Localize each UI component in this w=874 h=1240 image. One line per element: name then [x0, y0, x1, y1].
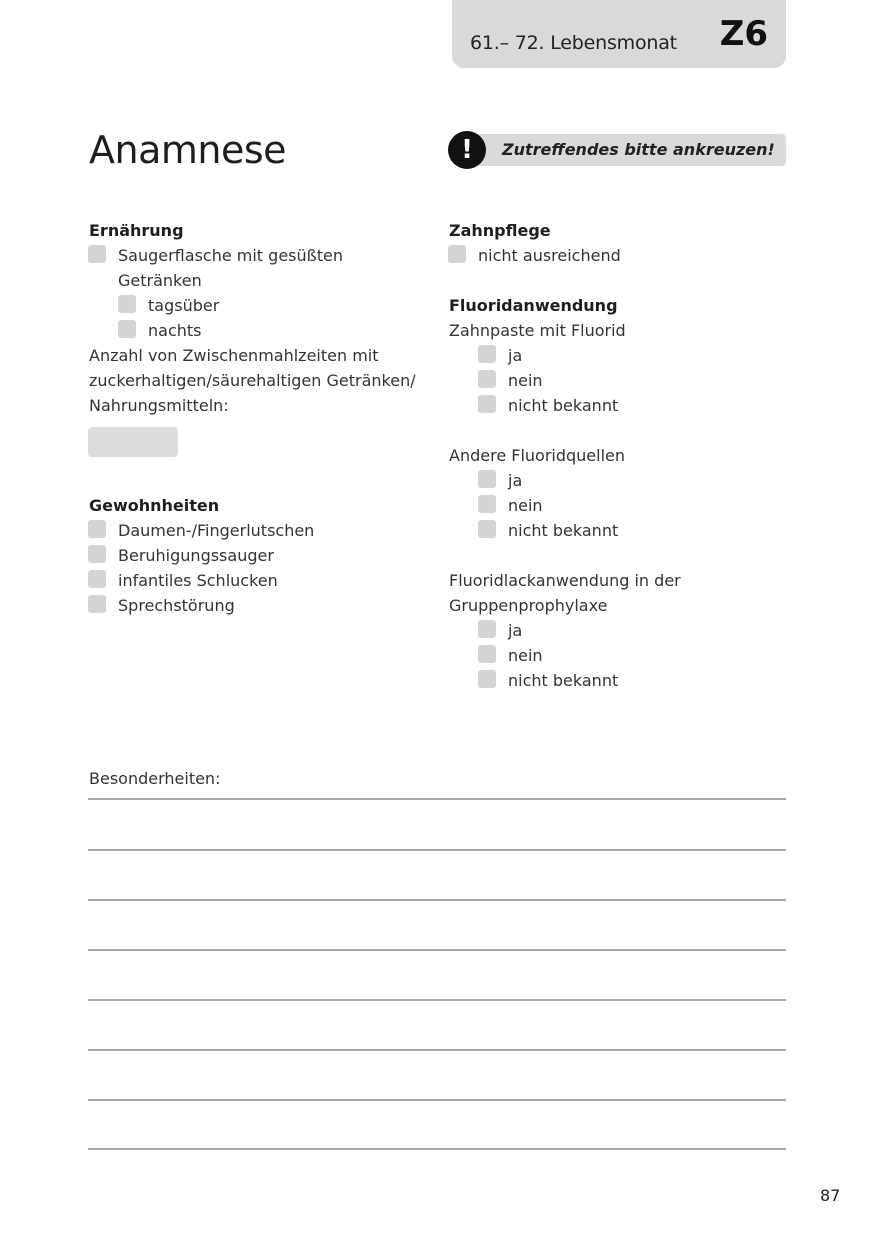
notes-label: Besonderheiten: [89, 769, 221, 788]
age-range-label: 61.– 72. Lebensmonat [470, 32, 677, 54]
checkbox-saugerflasche[interactable] [88, 245, 106, 263]
label-andere-nicht-bekannt: nicht bekannt [508, 521, 619, 540]
page-title: Anamnese [89, 128, 287, 172]
label-fluoridlack-1: Fluoridlackanwendung in der [449, 571, 681, 590]
label-andere-nein: nein [508, 496, 543, 515]
label-lack-nicht-bekannt: nicht bekannt [508, 671, 619, 690]
zwischenmahlzeiten-count-field[interactable] [88, 427, 178, 457]
label-zahnpaste-ja: ja [508, 346, 523, 365]
checkbox-beruhigungssauger[interactable] [88, 545, 106, 563]
label-anzahl-1: Anzahl von Zwischenmahlzeiten mit [89, 346, 379, 365]
label-zahnpaste-nicht-bekannt: nicht bekannt [508, 396, 619, 415]
label-andere-fluoridquellen: Andere Fluoridquellen [449, 446, 626, 465]
label-lack-ja: ja [508, 621, 523, 640]
label-beruhigungssauger: Beruhigungssauger [118, 546, 274, 565]
checkbox-lack-nein[interactable] [478, 645, 496, 663]
checkbox-daumenlutschen[interactable] [88, 520, 106, 538]
checkbox-sprechstoerung[interactable] [88, 595, 106, 613]
notes-line[interactable] [88, 899, 786, 901]
checkbox-nachts[interactable] [118, 320, 136, 338]
label-daumenlutschen: Daumen-/Fingerlutschen [118, 521, 315, 540]
checkbox-tagsueber[interactable] [118, 295, 136, 313]
notes-line[interactable] [88, 949, 786, 951]
notes-line[interactable] [88, 798, 786, 800]
heading-ernaehrung: Ernährung [89, 221, 184, 240]
checkbox-zahnpaste-ja[interactable] [478, 345, 496, 363]
label-andere-ja: ja [508, 471, 523, 490]
label-nicht-ausreichend: nicht ausreichend [478, 246, 621, 265]
label-zahnpaste: Zahnpaste mit Fluorid [449, 321, 626, 340]
header-tab [452, 0, 786, 68]
label-nachts: nachts [148, 321, 202, 340]
label-zahnpaste-nein: nein [508, 371, 543, 390]
label-anzahl-3: Nahrungsmitteln: [89, 396, 229, 415]
checkbox-andere-nicht-bekannt[interactable] [478, 520, 496, 538]
heading-gewohnheiten: Gewohnheiten [89, 496, 220, 515]
checkbox-zahnpaste-nicht-bekannt[interactable] [478, 395, 496, 413]
notes-line[interactable] [88, 849, 786, 851]
checkbox-nicht-ausreichend[interactable] [448, 245, 466, 263]
page-number: 87 [820, 1186, 841, 1205]
checkbox-lack-ja[interactable] [478, 620, 496, 638]
checkbox-andere-nein[interactable] [478, 495, 496, 513]
heading-fluoridanwendung: Fluoridanwendung [449, 296, 618, 315]
label-sprechstoerung: Sprechstörung [118, 596, 235, 615]
label-fluoridlack-2: Gruppenprophylaxe [449, 596, 608, 615]
label-saugerflasche-2: Getränken [118, 271, 202, 290]
heading-zahnpflege: Zahnpflege [449, 221, 551, 240]
notice-text: Zutreffendes bitte ankreuzen! [502, 140, 775, 159]
label-infantiles-schlucken: infantiles Schlucken [118, 571, 278, 590]
instruction-notice [448, 131, 786, 169]
checkbox-infantiles-schlucken[interactable] [88, 570, 106, 588]
section-code: Z6 [719, 14, 768, 54]
notes-line[interactable] [88, 1049, 786, 1051]
notes-line[interactable] [88, 1099, 786, 1101]
label-lack-nein: nein [508, 646, 543, 665]
checkbox-lack-nicht-bekannt[interactable] [478, 670, 496, 688]
checkbox-zahnpaste-nein[interactable] [478, 370, 496, 388]
notes-line[interactable] [88, 999, 786, 1001]
exclamation-icon: ! [448, 131, 486, 169]
label-saugerflasche-1: Saugerflasche mit gesüßten [118, 246, 343, 265]
label-tagsueber: tagsüber [148, 296, 220, 315]
notes-line[interactable] [88, 1148, 786, 1150]
checkbox-andere-ja[interactable] [478, 470, 496, 488]
label-anzahl-2: zuckerhaltigen/säurehaltigen Getränken/ [89, 371, 416, 390]
